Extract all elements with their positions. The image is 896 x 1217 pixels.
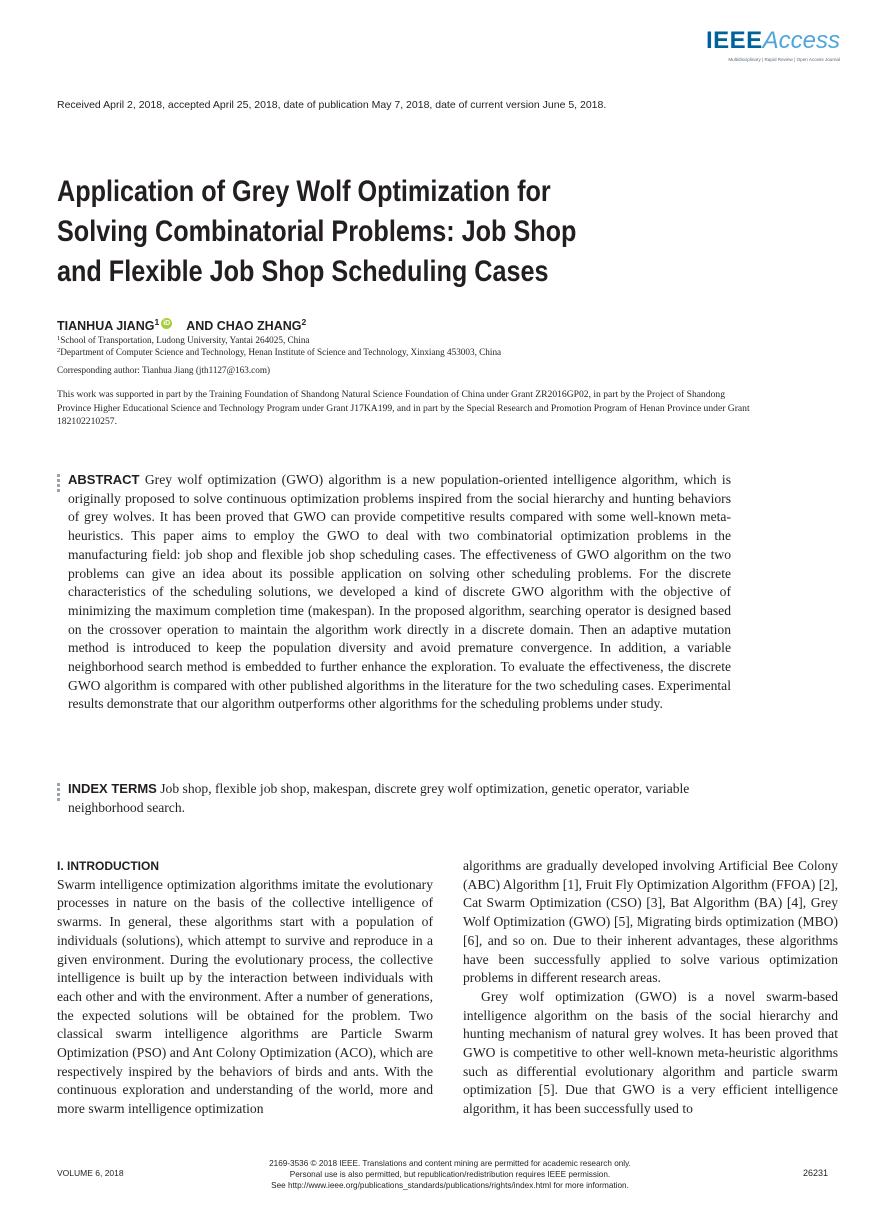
affiliation-2-text: Department of Computer Science and Technology, Henan Institute of Science and Technology, Xinxiang 453003, China [60, 347, 502, 357]
affiliation-2 [57, 347, 501, 357]
index-terms-text: Job shop, flexible job shop, makespan, discrete grey wolf optimization, genetic operator, variable neighborhood search. [68, 781, 690, 815]
author-1: TIANHUA JIANG [57, 319, 155, 333]
footer-page-number: 26231 [803, 1168, 829, 1178]
logo-access: Access [762, 27, 840, 54]
affiliation-2-num: 2 [57, 347, 61, 354]
author-1-affil: 1 [154, 317, 160, 327]
column-right [463, 857, 838, 1119]
orcid-icon[interactable]: iD [163, 320, 171, 327]
abstract-marker [57, 474, 61, 494]
section-heading-introduction: I. INTRODUCTION [57, 859, 159, 873]
affiliation-1-text: School of Transportation, Ludong University, Yantai 264025, China [60, 335, 310, 345]
corresponding-author: Corresponding author: Tianhua Jiang (jth1127@163.com) [57, 365, 271, 375]
affiliation-1 [57, 335, 310, 345]
affiliation-1-num: 1 [57, 335, 61, 342]
journal-logo [690, 27, 840, 62]
index-terms [68, 780, 731, 817]
footer-volume: VOLUME 6, 2018 [57, 1168, 124, 1178]
title-line-3: and Flexible Job Shop Scheduling Cases [57, 255, 549, 288]
received-dates: Received April 2, 2018, accepted April 25, 2018, date of publication May 7, 2018, date of current version June 5, 2018. [57, 99, 607, 111]
abstract-text: Grey wolf optimization (GWO) algorithm is a new population-oriented intelligence algorithm, which is originally proposed to solve continuous optimization problems inspired from the social hierarchy and hunting behaviors of grey wolves. It has been proved that GWO can provide competitive results compared with some well-known meta-heuristics. This paper aims to employ the GWO to deal with two combinatorial optimization problems in the manufacturing field: job shop and flexible job shop scheduling cases. The effectiveness of GWO algorithm on the two problems can give an idea about its possible application on solving other scheduling problems. For the discrete characteristics of the scheduling solutions, we developed a kind of discrete GWO algorithm with the objective of minimizing the maximum completion time (makespan). In the proposed algorithm, searching operator is designed based on the crossover operation to maintain the algorithm work directly in a discrete domain. Then an adaptive mutation method is introduced to keep the population diversity and avoid premature convergence. In addition, a variable neighborhood search method is embedded to further enhance the exploration. To evaluate the effectiveness, the discrete GWO algorithm is compared with other published algorithms in the literature for the two scheduling cases. Experimental results demonstrate that our algorithm outperforms other algorithms for the scheduling problems under study. [68, 472, 731, 712]
paper-title [57, 172, 645, 292]
copyright-line-3: See http://www.ieee.org/publications_standards/publications/rights/index.html for more information. [271, 1181, 629, 1190]
abstract [68, 471, 731, 714]
index-terms-label: INDEX TERMS [68, 781, 157, 796]
index-terms-marker [57, 783, 61, 803]
author-list [57, 317, 306, 333]
funding-note: This work was supported in part by the Training Foundation of Shandong Natural Science Foundation of China under Grant ZR2016GP02, in part by the Project of Shandong Province Higher Educational Science and Technology Program under Grant J17KA199, and in part by the Special Research and Promotion Program of Henan Province under Grant 182102210257. [57, 389, 750, 427]
footer-copyright [190, 1158, 710, 1191]
intro-paragraph-1: Swarm intelligence optimization algorithms imitate the evolutionary processes in nature on the basis of the collective intelligence of swarms. In general, these algorithms start with a population of individuals (solutions), which attempt to survive and reproduce in a given environment. During the evolutionary process, the collective intelligence is built up by the interaction between individuals with each other and with the environment. After a number of generations, the expected solutions will be obtained for the problem. Two classical swarm intelligence algorithms are Particle Swarm Optimization (PSO) and Ant Colony Optimization (ACO), which are respectively inspired by the behaviors of birds and ants. With the continuous exploration and understanding of the world, more and more swarm intelligence optimization [57, 876, 433, 1117]
column-left [57, 857, 433, 1119]
title-line-1: Application of Grey Wolf Optimization for [57, 175, 551, 208]
logo-tagline: Multidisciplinary | Rapid Review | Open Access Journal [728, 57, 840, 62]
copyright-line-2: Personal use is also permitted, but republication/redistribution requires IEEE permission. [289, 1170, 611, 1179]
intro-paragraph-3: Grey wolf optimization (GWO) is a novel swarm-based intelligence algorithm on the basis of the social hierarchy and hunting mechanism of natural grey wolves. It has been proved that GWO is competitive to other well-known meta-heuristic algorithms such as differential evolutionary algorithm and particle swarm optimization [5]. Due that GWO is a very efficient intelligence algorithm, it has been successfully used to [463, 988, 838, 1117]
title-line-2: Solving Combinatorial Problems: Job Shop [57, 215, 577, 248]
author-2-affil: 2 [301, 317, 307, 327]
copyright-line-1: 2169-3536 © 2018 IEEE. Translations and content mining are permitted for academic research only. [269, 1159, 631, 1168]
logo-ieee: IEEE [705, 27, 763, 54]
author-2: AND CHAO ZHANG [186, 319, 302, 333]
abstract-label: ABSTRACT [68, 472, 140, 487]
intro-paragraph-2: algorithms are gradually developed involving Artificial Bee Colony (ABC) Algorithm [1], Fruit Fly Optimization Algorithm (FFOA) [2], Cat Swarm Optimization (CSO) [3], Bat Algorithm (BA) [4], Grey Wolf Optimization (GWO) [5], Migrating birds optimization (MBO) [6], and so on. Due to their inherent advantages, these algorithms have been successfully applied to solve various optimization problems in different research areas. [463, 858, 838, 986]
